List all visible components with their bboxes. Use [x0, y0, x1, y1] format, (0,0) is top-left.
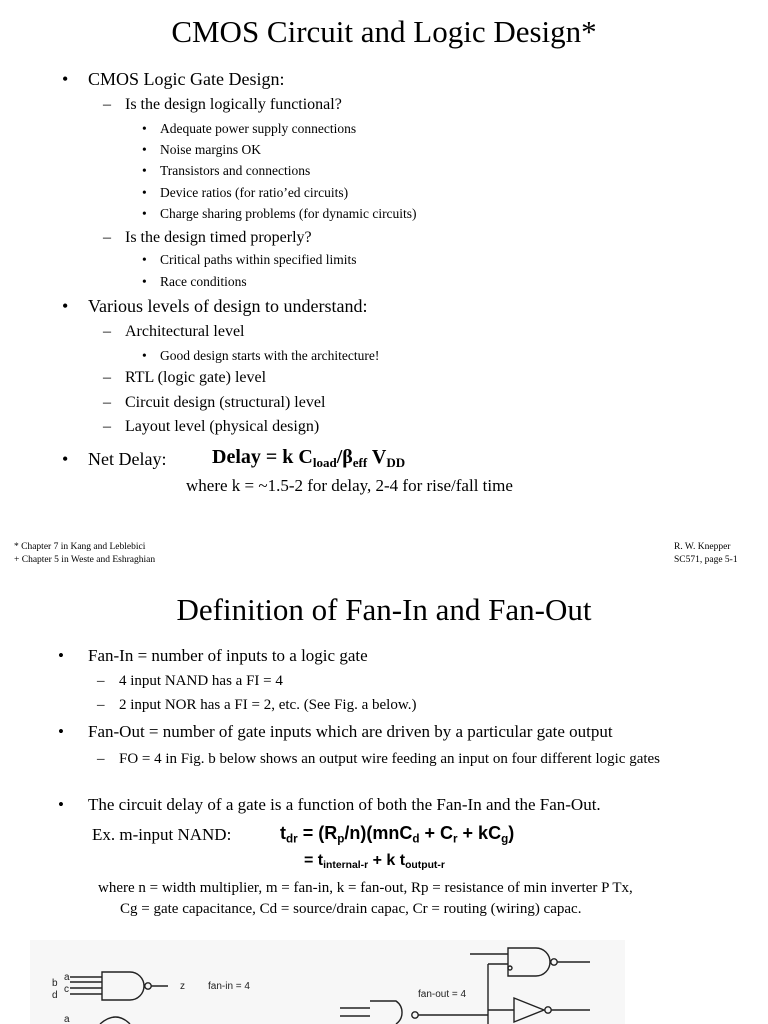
fan-in-fan-out-figure	[30, 940, 625, 1024]
bullet-l3: • Adequate power supply connections	[142, 121, 357, 136]
bullet-l1: • Various levels of design to understand:	[62, 296, 368, 316]
input-label-d: d	[52, 990, 58, 1001]
bullet-l1: • CMOS Logic Gate Design:	[62, 69, 285, 89]
fan-in-label: fan-in = 4	[208, 981, 250, 992]
delay-bullet: • The circuit delay of a gate is a function of both the Fan-In and the Fan-Out.	[58, 795, 601, 814]
tdr-equation-line2: = $t_{internal-r} + k$ $t_{output-r}$	[304, 852, 445, 872]
fanin-sub: – 2 input NOR has a FI = 2, etc. (See Fig. a below.)	[97, 697, 417, 713]
input-label-c: c	[64, 984, 69, 995]
fanout-sub: – FO = 4 in Fig. b below shows an output wire feeding an input on four different logic gates	[97, 751, 661, 767]
partial-input-label: a	[64, 1014, 70, 1024]
k-where-line: where k = ~1.5-2 for delay, 2-4 for rise/fall time	[186, 476, 513, 495]
fanout-bullet: • Fan-Out = number of gate inputs which are driven by a particular gate output	[58, 722, 613, 741]
footer-author: R. W. Knepper	[674, 542, 731, 552]
bullet-l2: – RTL (logic gate) level	[103, 369, 267, 386]
footer-left	[14, 541, 155, 567]
bullet-l3: • Good design starts with the architecture!	[142, 348, 380, 363]
fanin-sub: – 4 input NAND has a FI = 4	[97, 673, 283, 689]
bullet-l2: – Circuit design (structural) level	[103, 394, 326, 411]
footer-left-line: * Chapter 7 in Kang and Leblebici	[14, 542, 146, 552]
footer-right	[674, 541, 738, 567]
where-line-1: where n = width multiplier, m = fan-in, k = fan-out, Rp = resistance of min inverter P Tx,	[98, 880, 633, 896]
bullet-l2: – Layout level (physical design)	[103, 418, 320, 435]
delay-equation: Delay = k $C_{load}/\beta_{eff}$ $V_{DD}$	[212, 446, 406, 470]
fan-out-label: fan-out = 4	[418, 989, 467, 1000]
bullet-l3: • Charge sharing problems (for dynamic circuits)	[142, 206, 417, 221]
tdr-equation: $t_{dr} = (R_p/n)(mnC_d + C_r + kC_g)$	[280, 823, 515, 846]
bullet-l2: – Is the design logically functional?	[103, 96, 342, 113]
output-label-z: z	[180, 981, 185, 992]
figure-background	[30, 940, 625, 1024]
bullet-l2: – Is the design timed properly?	[103, 229, 312, 246]
bullet-l1-net-delay: • Net Delay:	[62, 449, 167, 469]
bullet-l3: • Device ratios (for ratio’ed circuits)	[142, 185, 349, 200]
bullet-l3: • Transistors and connections	[142, 163, 311, 178]
footer-page: SC571, page 5-1	[674, 555, 738, 565]
bullet-l2: – Architectural level	[103, 323, 245, 340]
slide2-title: Definition of Fan-In and Fan-Out	[176, 592, 592, 627]
bullet-l3: • Critical paths within specified limits	[142, 252, 357, 267]
where-line-2: Cg = gate capacitance, Cd = source/drain capac, Cr = routing (wiring) capac.	[120, 901, 582, 917]
example-label: Ex. m-input NAND:	[92, 825, 232, 844]
slide1-title: CMOS Circuit and Logic Design*	[171, 14, 597, 49]
input-label-b: b	[52, 978, 58, 989]
fanin-bullet: • Fan-In = number of inputs to a logic gate	[58, 646, 368, 665]
bullet-l3: • Noise margins OK	[142, 142, 261, 157]
input-label-a: a	[64, 972, 70, 983]
footer-left-line: + Chapter 5 in Weste and Eshraghian	[14, 555, 156, 565]
bullet-l3: • Race conditions	[142, 274, 247, 289]
